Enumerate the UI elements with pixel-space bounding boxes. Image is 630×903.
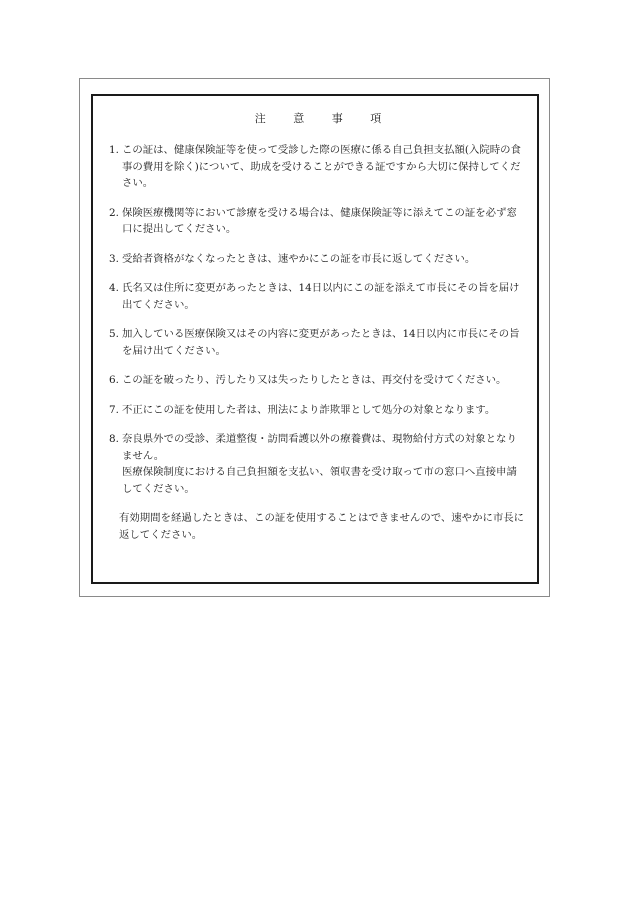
item-number: 7.: [109, 403, 119, 416]
notice-title: 注 意 事 項: [254, 112, 394, 125]
notice-list: [109, 142, 527, 497]
item-text: 保険医療機関等において診療を受ける場合は、健康保険証等に添えてこの証を必ず窓口に提出してください。: [122, 206, 517, 235]
notice-item-3: [109, 251, 527, 268]
item-text: 受給者資格がなくなったときは、速やかにこの証を市長に返してください。: [122, 252, 476, 265]
item-number: 3.: [109, 252, 119, 265]
item-text: 不正にこの証を使用した者は、刑法により詐欺罪として処分の対象となります。: [122, 403, 496, 416]
closing-note: 有効期間を経過したときは、この証を使用することはできませんので、速やかに市長に返してください。: [119, 512, 525, 541]
item-text: 氏名又は住所に変更があったときは、14日以内にこの証を添えて市長にその旨を届け出てください。: [122, 282, 520, 311]
item-number: 4.: [109, 282, 119, 294]
item-number: 5.: [109, 328, 119, 340]
notice-item-1: [109, 142, 527, 192]
item-text: この証を破ったり、汚したり又は失ったりしたときは、再交付を受けてください。: [122, 374, 507, 386]
notice-box: [91, 94, 539, 584]
item-text: 奈良県外での受診、柔道整復・訪問看護以外の療養費は、現物給付方式の対象となりません。: [122, 433, 517, 462]
notice-item-7: [109, 402, 527, 419]
item-number: 8.: [109, 433, 119, 445]
item-number: 1.: [109, 144, 119, 156]
notice-item-4: [109, 280, 527, 313]
item-number: 2.: [109, 206, 119, 219]
notice-item-6: [109, 372, 527, 389]
notice-item-2: [109, 205, 527, 238]
item-text: この証は、健康保険証等を使って受診した際の医療に係る自己負担支払額(入院時の食事の費用を除く)について、助成を受けることができる証ですから大切に保持してください。: [122, 144, 521, 189]
item-subtext: 医療保険制度における自己負担額を支払い、領収書を受け取って市の窓口へ直接申請してください。: [122, 466, 517, 495]
item-text: 加入している医療保険又はその内容に変更があったときは、14日以内に市長にその旨を届け出てください。: [122, 328, 520, 357]
notice-item-5: [109, 326, 527, 359]
item-number: 6.: [109, 374, 119, 386]
notice-item-8: [109, 431, 527, 497]
